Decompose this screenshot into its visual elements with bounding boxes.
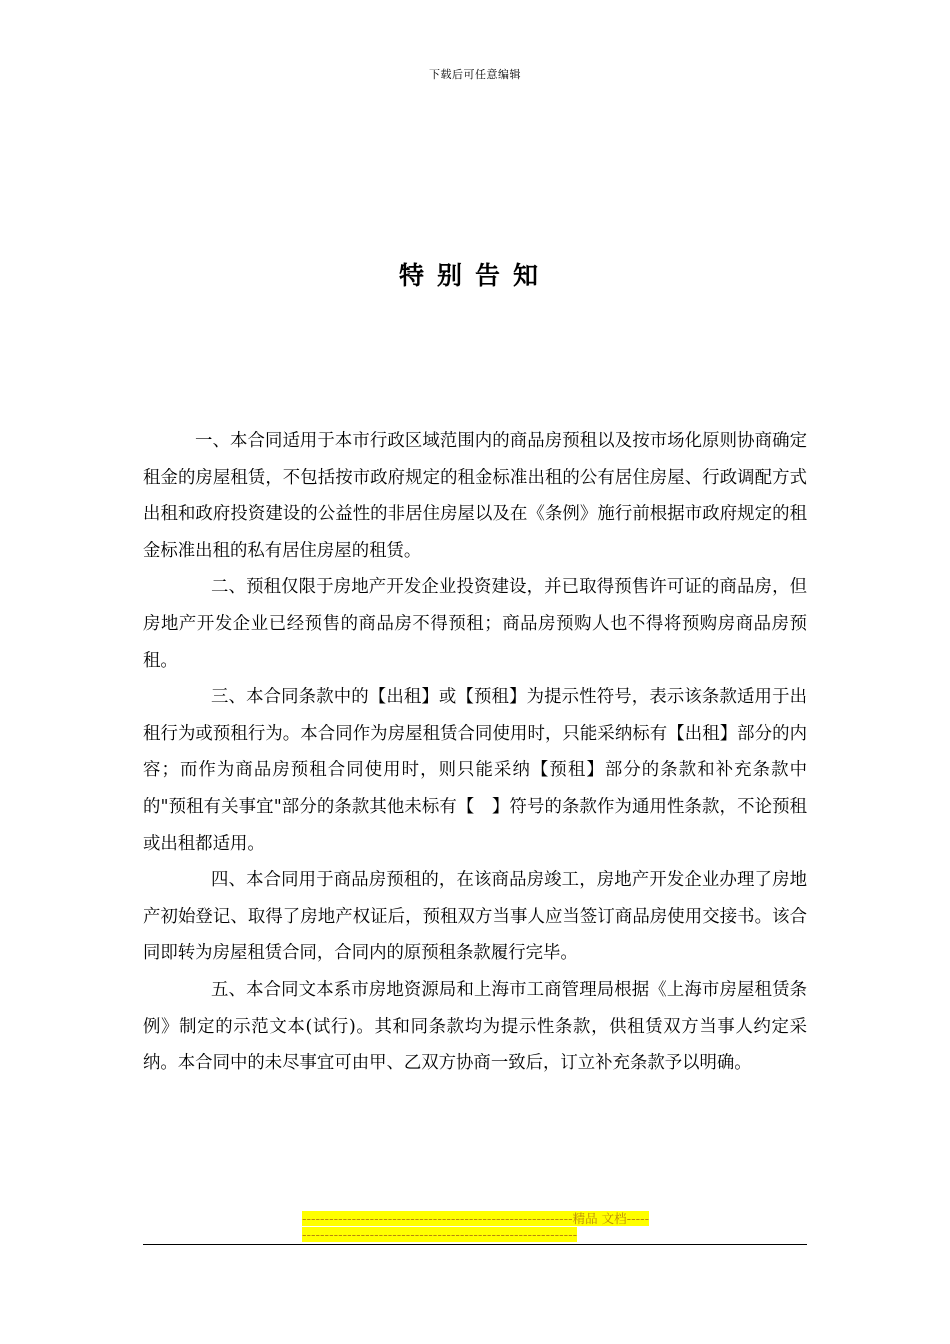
paragraph-1: 一、本合同适用于本市行政区域范围内的商品房预租以及按市场化原则协商确定租金的房屋租赁，不包括按市政府规定的租金标准出租的公有居住房屋、行政调配方式出租和政府投资建设的公益性的非居住房屋以及在《条例》施行前根据市政府规定的租金标准出租的私有居住房屋的租赁。 [143, 431, 807, 561]
document-body [143, 423, 807, 1082]
paragraph-5: 五、本合同文本系市房地资源局和上海市工商管理局根据《上海市房屋租赁条例》制定的示范文本(试行)。其和同条款均为提示性条款，供租赁双方当事人约定采纳。本合同中的未尽事宜可由甲、乙双方协商一致后，订立补充条款予以明确。 [143, 979, 807, 1074]
footer-banner [302, 1211, 650, 1243]
footer-divider [143, 1244, 807, 1245]
footer-banner-text: ------------------------------------------------------------精品 文档------------------------------------------------------------------ [302, 1211, 650, 1242]
paragraph-2: 二、预租仅限于房地产开发企业投资建设，并已取得预售许可证的商品房，但房地产开发企业已经预售的商品房不得预租；商品房预购人也不得将预购房商品房预租。 [143, 577, 807, 671]
paragraph-3: 三、本合同条款中的【出租】或【预租】为提示性符号，表示该条款适用于出租行为或预租行为。本合同作为房屋租赁合同使用时，只能采纳标有【出租】部分的内容；而作为商品房预租合同使用时，则只能采纳【预租】部分的条款和补充条款中的"预租有关事宜"部分的条款其他未标有【 】符号的条款作为通用性条款，不论预租或出租都适用。 [143, 687, 807, 854]
paragraph-4: 四、本合同用于商品房预租的，在该商品房竣工，房地产开发企业办理了房地产初始登记、取得了房地产权证后，预租双方当事人应当签订商品房使用交接书。该合同即转为房屋租赁合同，合同内的原预租条款履行完毕。 [143, 870, 807, 964]
header-note: 下载后可任意编辑 [429, 68, 521, 81]
document-title: 特别告知 [398, 261, 551, 290]
